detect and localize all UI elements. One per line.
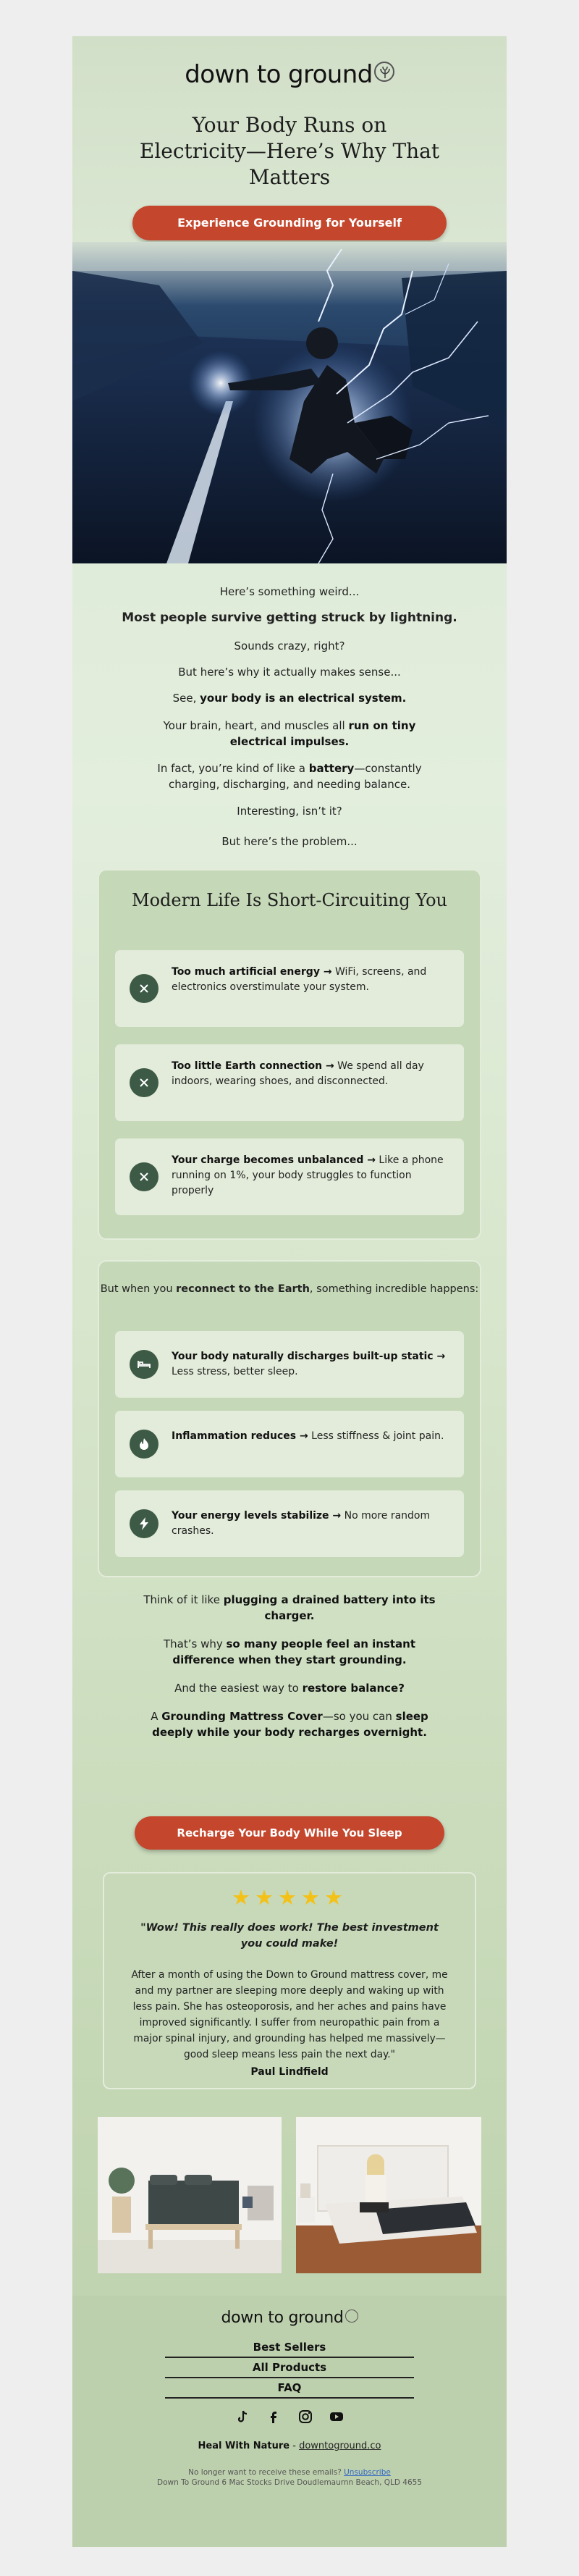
flame-icon [130, 1430, 159, 1459]
youtube-icon[interactable] [329, 2409, 345, 2425]
leaf-icon [374, 62, 394, 82]
brand-logo[interactable] [72, 60, 507, 89]
problem-text: Too much artificial energy → WiFi, screens, and electronics overstimulate your system. [172, 966, 427, 993]
x-icon [130, 974, 159, 1003]
footer-logo-text: down to ground [221, 2309, 344, 2327]
problem-text: Too little Earth connection → We spend all day indoors, wearing shoes, and disconnected. [172, 1060, 424, 1087]
intro-interesting: Interesting, isn’t it? [237, 805, 342, 818]
benefit-card [115, 1411, 464, 1477]
brand-logo-text: down to ground [185, 60, 373, 89]
intro-sense: But here’s why it actually makes sense... [178, 666, 401, 679]
intro-problem: But here’s the problem... [221, 835, 358, 848]
problem-card [115, 1138, 464, 1215]
tiktok-icon[interactable] [234, 2409, 250, 2425]
leaf-icon [345, 2309, 358, 2323]
x-icon [130, 1162, 159, 1191]
bed-icon [130, 1350, 159, 1379]
benefits-panel [98, 1260, 481, 1577]
benefit-text: Your energy levels stabilize → No more random crashes. [172, 1510, 431, 1537]
review-text: After a month of using the Down to Ground mattress cover, me and my partner are sleeping more deeply and waking up with less pain. She has osteoporosis, and her aches and pains have improved significantly. I suffer from neuropathic pain from a major spinal injury, and grounding has helped me massively—good sleep means less pain the next day." [131, 1969, 448, 2060]
problems-title: Modern Life Is Short-Circuiting You [132, 890, 447, 910]
x-icon [130, 1068, 159, 1097]
footer-address: Down To Ground 6 Mac Stocks Drive Doudlemaurnn Beach, QLD 4655 [156, 2478, 423, 2487]
closing-balance: And the easiest way to restore balance? [174, 1682, 405, 1695]
benefits-intro: But when you reconnect to the Earth, something incredible happens: [100, 1283, 479, 1295]
problems-panel [98, 869, 481, 1240]
footer-link-best-sellers[interactable]: Best Sellers [165, 2338, 414, 2358]
unsubscribe-line: No longer want to receive these emails? Unsubscribe [188, 2468, 391, 2477]
intro-battery: In fact, you’re kind of like a battery—constantly charging, discharging, and needing balance. [157, 762, 422, 791]
closing-battery: Think of it like plugging a drained battery into its charger. [143, 1593, 436, 1622]
hero-lightning-image [72, 242, 507, 563]
email-body [72, 36, 507, 2547]
bedroom-photo [98, 2117, 282, 2273]
facebook-icon[interactable] [266, 2409, 282, 2425]
footer-tagline: Heal With Nature - downtoground.co [198, 2441, 381, 2451]
star-rating: ★★★★★ [232, 1885, 347, 1910]
footer-link-faq[interactable]: FAQ [165, 2378, 414, 2399]
benefit-card [115, 1331, 464, 1398]
benefit-text: Your body naturally discharges built-up static → Less stress, better sleep. [172, 1351, 446, 1377]
recharge-button[interactable]: Recharge Your Body While You Sleep [135, 1816, 444, 1850]
social-icons [72, 2409, 507, 2425]
review-quote: "Wow! This really does work! The best investment you could make! [140, 1922, 439, 1950]
intro-weird: Here’s something weird... [219, 585, 360, 598]
intro-impulses: Your brain, heart, and muscles all run on tiny electrical impulses. [163, 719, 416, 748]
intro-electrical-system: See, your body is an electrical system. [172, 692, 407, 705]
lightning-bolt-icon [130, 1509, 159, 1538]
review-author: Paul Lindfield [250, 2066, 329, 2078]
experience-grounding-button[interactable]: Experience Grounding for Yourself [132, 206, 447, 240]
footer-logo[interactable] [72, 2309, 507, 2327]
footer [72, 2296, 507, 2547]
instagram-icon[interactable] [297, 2409, 313, 2425]
closing-difference: That’s why so many people feel an instant difference when they start grounding. [163, 1637, 416, 1666]
site-link[interactable]: downtoground.co [299, 2441, 381, 2451]
problem-card [115, 950, 464, 1027]
hero-title: Your Body Runs on Electricity—Here’s Why That Matters [139, 113, 440, 189]
woman-bed-photo [296, 2117, 481, 2273]
intro-lightning: Most people survive getting struck by lightning. [122, 611, 457, 625]
benefit-card [115, 1490, 464, 1557]
intro-crazy: Sounds crazy, right? [234, 639, 345, 653]
testimonial-card [103, 1872, 476, 2089]
closing-mattress: A Grounding Mattress Cover—so you can sleep deeply while your body recharges overnight. [151, 1710, 428, 1739]
unsubscribe-link[interactable]: Unsubscribe [344, 2468, 391, 2477]
footer-link-all-products[interactable]: All Products [165, 2358, 414, 2378]
problem-card [115, 1044, 464, 1121]
benefit-text: Inflammation reduces → Less stiffness & joint pain. [172, 1430, 444, 1442]
problem-text: Your charge becomes unbalanced → Like a phone running on 1%, your body struggles to function properly [172, 1154, 444, 1196]
